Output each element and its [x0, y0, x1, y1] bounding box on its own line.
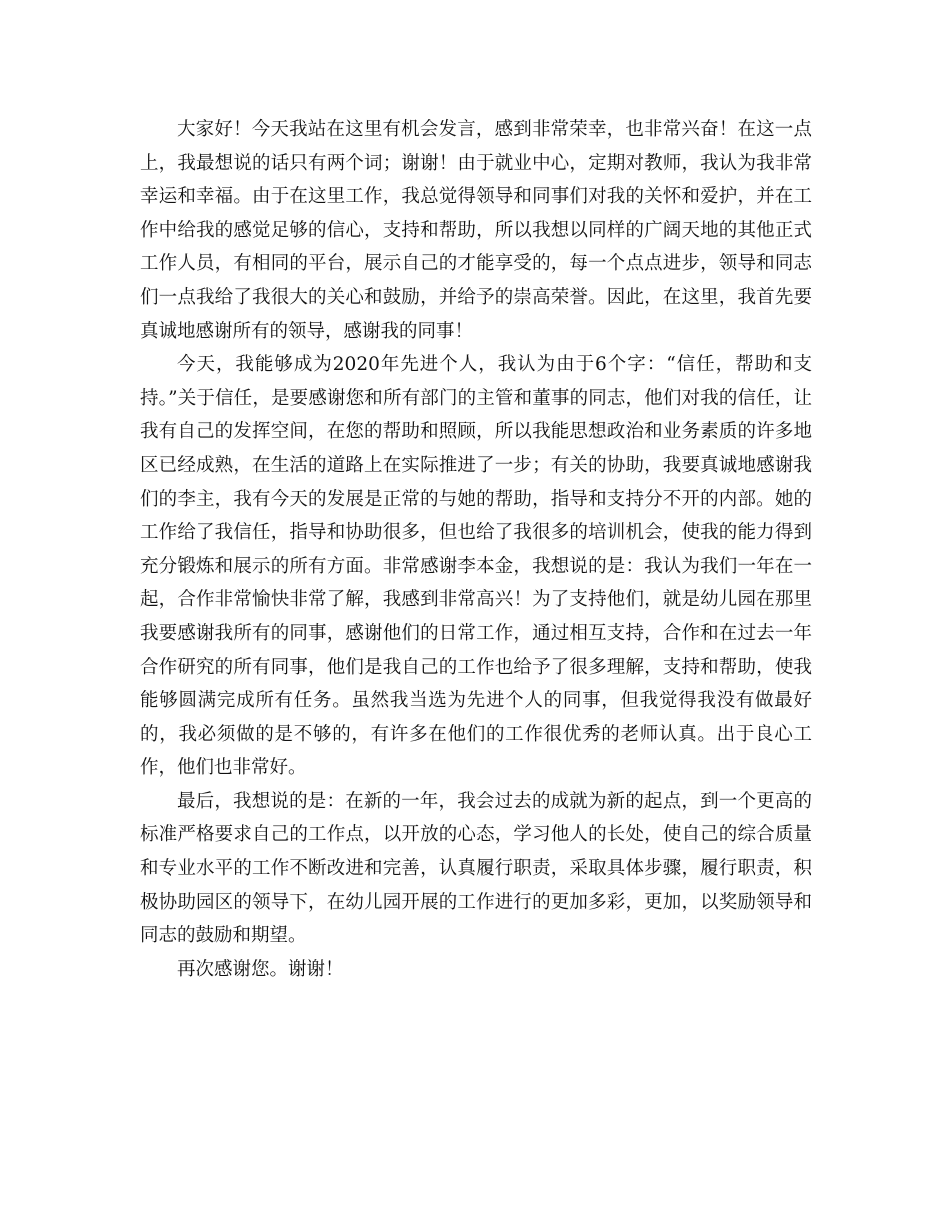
paragraph-greeting: 大家好！今天我站在这里有机会发言，感到非常荣幸，也非常兴奋！在这一点上，我最想说的话只有两个词；谢谢！由于就业中心，定期对教师，我认为我非常幸运和幸福。由于在这里工作，我总觉得领导和同事们对我的关怀和爱护，并在工作中给我的感觉足够的信心，支持和帮助，所以我想以同样的广阔天地的其他正式工作人员，有相同的平台，展示自己的才能享受的，每一个点点进步，领导和同志们一点我给了我很大的关心和鼓励，并给予的崇高荣誉。因此，在这里，我首先要真诚地感谢所有的领导，感谢我的同事！ [140, 119, 812, 342]
paragraph-final-thanks: 再次感谢您。谢谢！ [177, 958, 344, 980]
paragraph-closing-pledge: 最后，我想说的是：在新的一年，我会过去的成就为新的起点，到一个更高的标准严格要求自己的工作点，以开放的心态，学习他人的长处，使自己的综合质量和专业水平的工作不断改进和完善，认真履行职责，采取具体步骤，履行职责，积极协助园区的领导下，在幼儿园开展的工作进行的更加多彩，更加，以奖励领导和同志的鼓励和期望。 [140, 790, 812, 947]
document-body [140, 113, 812, 986]
paragraph-trust-help-support: 今天，我能够成为2020年先进个人，我认为由于6个字：“信任，帮助和支持。”关于信任，是要感谢您和所有部门的主管和董事的同志，他们对我的信任，让我有自己的发挥空间，在您的帮助和照顾，所以我能思想政治和业务素质的许多地区已经成熟，在生活的道路上在实际推进了一步；有关的协助，我要真诚地感谢我们的李主，我有今天的发展是正常的与她的帮助，指导和支持分不开的内部。她的工作给了我信任，指导和协助很多，但也给了我很多的培训机会，使我的能力得到充分锻炼和展示的所有方面。非常感谢李本金，我想说的是：我认为我们一年在一起，合作非常愉快非常了解，我感到非常高兴！为了支持他们，就是幼儿园在那里我要感谢我所有的同事，感谢他们的日常工作，通过相互支持，合作和在过去一年合作研究的所有同事，他们是我自己的工作也给予了很多理解，支持和帮助，使我能够圆满完成所有任务。虽然我当选为先进个人的同事，但我觉得我没有做最好的，我必须做的是不够的，有许多在他们的工作很优秀的老师认真。出于良心工作，他们也非常好。 [140, 354, 812, 779]
